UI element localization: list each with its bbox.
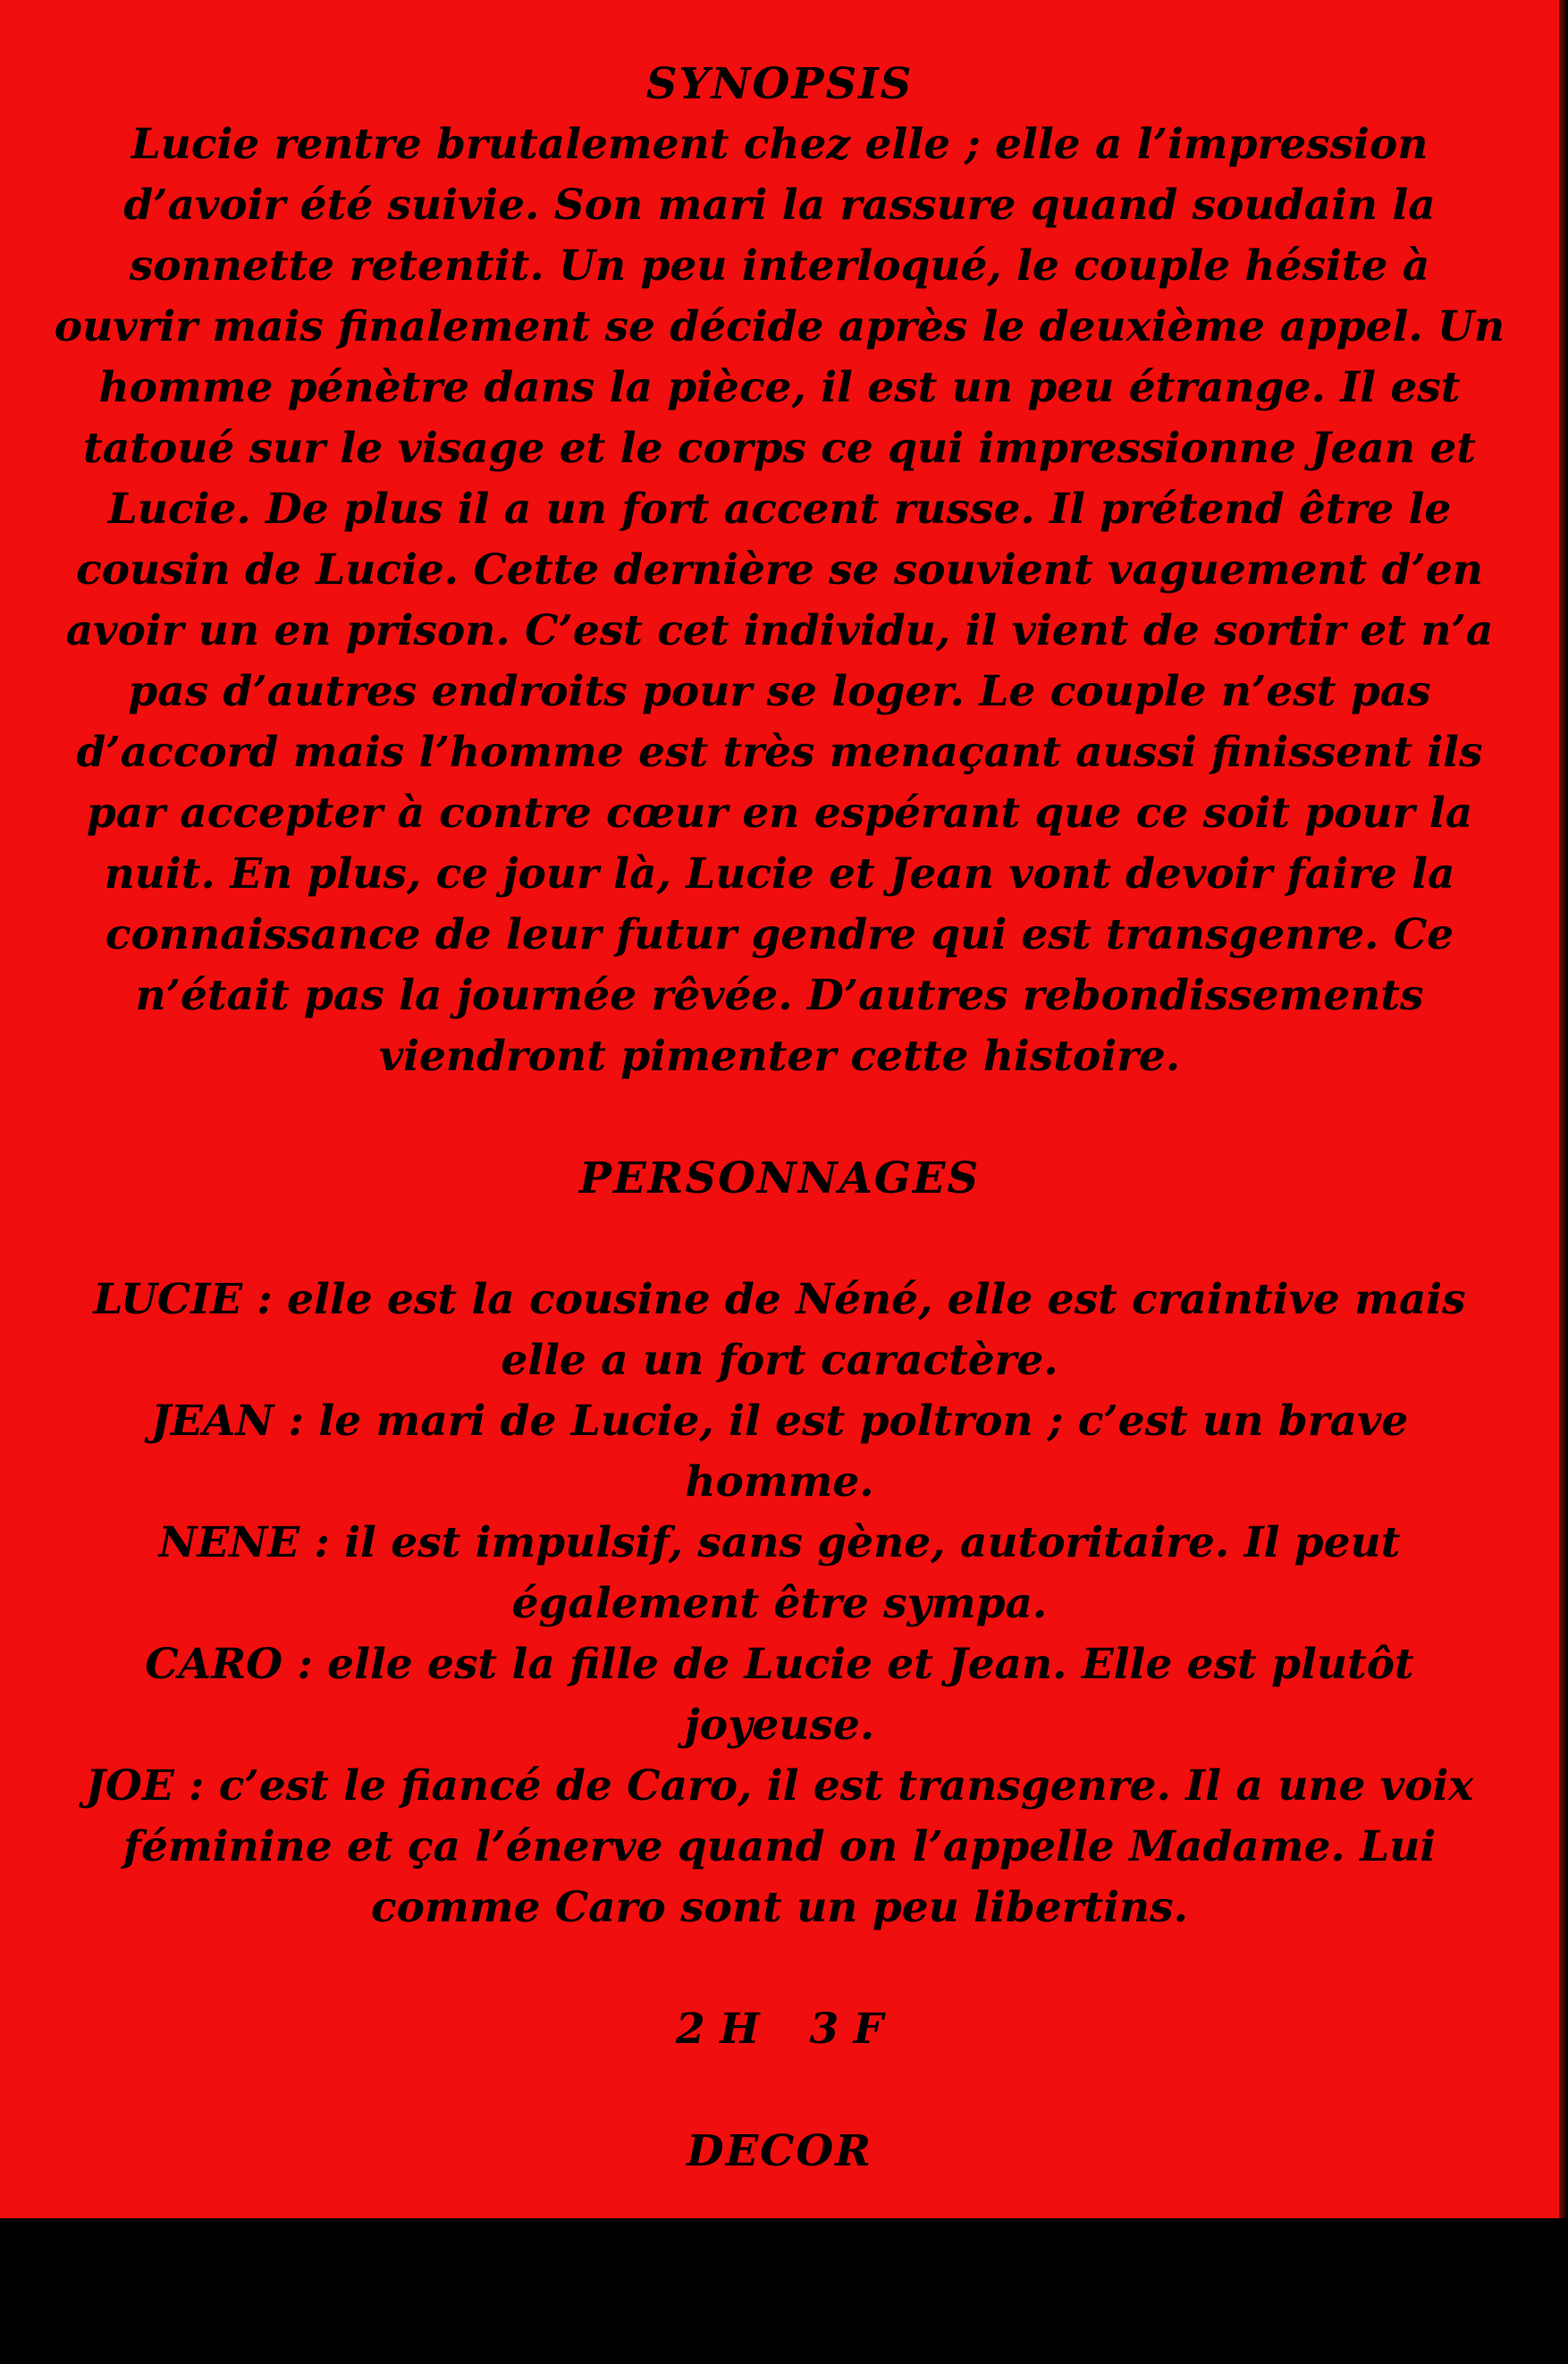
- characters-title: PERSONNAGES: [578, 1153, 981, 1203]
- cast-count-women: 3 F: [809, 2005, 883, 2054]
- spacer: [54, 1209, 1505, 1270]
- character-jean: JEAN : le mari de Lucie, il est poltron ; c’est un brave homme.: [150, 1397, 1409, 1507]
- decor-title: DECOR: [686, 2126, 873, 2176]
- character-nene: NENE : il est impulsif, sans gène, autoritaire. Il peut également être sympa.: [158, 1518, 1401, 1628]
- spacer: [54, 2182, 1505, 2242]
- synopsis-text: Lucie rentre brutalement chez elle ; elle a l’impression d’avoir été suivie. Son mari la rassure quand soudain la sonnette retentit. Un peu interloqué, le couple hésite à ouvrir mais finalement se décide après le deuxième appel. Un homme pénètre dans la pièce, il est un peu étrange. Il est tatoué sur le visage et le corps ce qui impressionne Jean et Lucie. De plus il a un fort accent russe. Il prétend être le cousin de Lucie. Cette dernière se souvient vaguement d’en avoir un en prison. C’est cet individu, il vient de sortir et n’a pas d’autres endroits pour se loger. Le couple n’est pas d’accord mais l’homme est très menaçant aussi finissent ils par accepter à contre cœur en espérant que ce soit pour la nuit. En plus, ce jour là, Lucie et Jean vont devoir faire la connaissance de leur futur gendre qui est transgenre. Ce n’était pas la journée rêvée. D’autres rebondissements viendront pimenter cette histoire.: [54, 120, 1505, 1081]
- character-caro: CARO : elle est la fille de Lucie et Jean. Elle est plutôt joyeuse.: [145, 1640, 1414, 1750]
- page-edge-shadow: [1559, 0, 1568, 2218]
- decor-text: Un salon salle à manger au début qui se transformera à la fin pour donner l’apparence et l’ambiance des Iles Bahamas.: [55, 2248, 1504, 2358]
- character-lucie: LUCIE : elle est la cousine de Néné, elle est craintive mais elle a un fort caractère.: [93, 1275, 1466, 1385]
- cast-count-men: 2 H: [676, 2005, 760, 2054]
- spacer: [54, 1087, 1505, 1148]
- cast-counts: [54, 1999, 1505, 2060]
- spacer: [54, 1938, 1505, 1999]
- spacer: [54, 2060, 1505, 2121]
- synopsis-title: SYNOPSIS: [645, 59, 914, 109]
- character-joe: JOE : c’est le fiancé de Caro, il est transgenre. Il a une voix féminine et ça l’énerve quand on l’appelle Madame. Lui comme Caro sont un peu libertins.: [85, 1761, 1474, 1932]
